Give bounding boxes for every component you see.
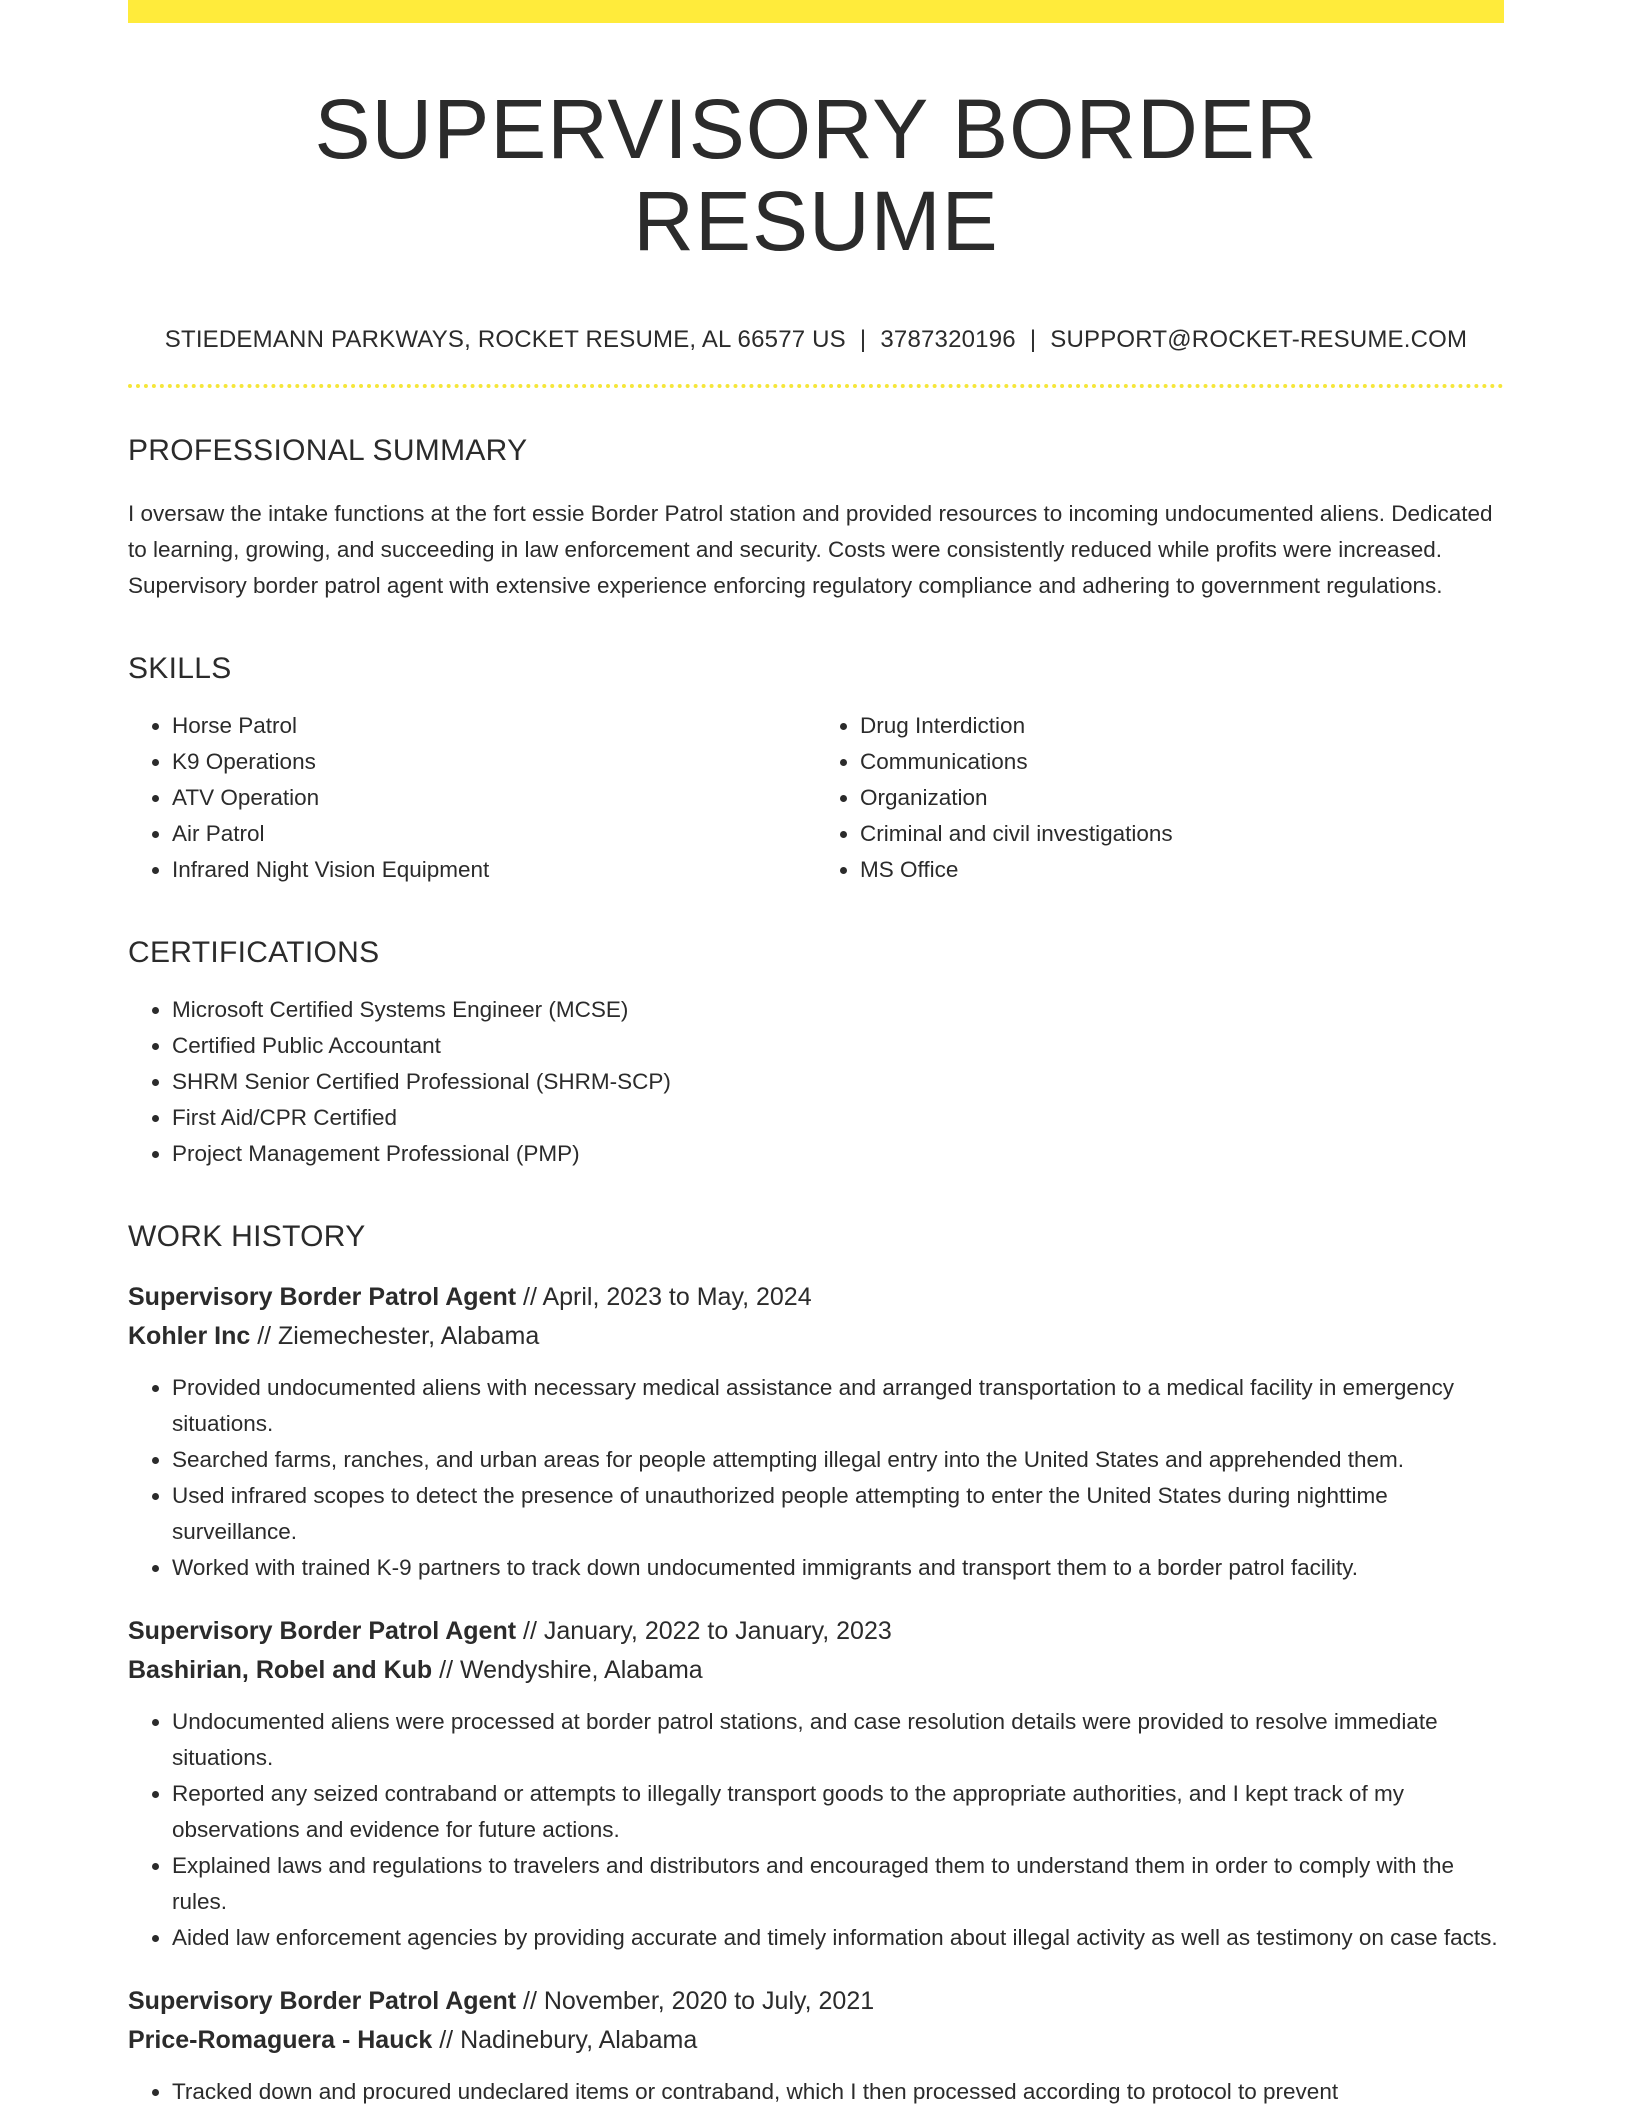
job-dates: // January, 2022 to January, 2023 [516, 1616, 892, 1645]
contact-separator: | [859, 325, 867, 353]
skills-heading: SKILLS [128, 651, 232, 685]
skills-list-left [128, 708, 816, 888]
accent-top-bar [128, 0, 1504, 23]
summary-heading: PROFESSIONAL SUMMARY [128, 433, 528, 467]
work-history-heading: WORK HISTORY [128, 1219, 366, 1253]
job-company: Bashirian, Robel and Kub [128, 1655, 433, 1684]
skills-grid [128, 708, 1504, 888]
job-bullet: • Worked with trained K-9 partners to track down undocumented immigrants and transport them to a border patrol facility. [172, 1550, 1504, 1586]
summary-text: I oversaw the intake functions at the fort essie Border Patrol station and provided resources to incoming undocumented aliens. Dedicated to learning, growing, and succeeding in law enforcement and security. Costs were consistently reduced while profits were increased. Supervisory border patrol agent with extensive experience enforcing regulatory compliance and adhering to government regulations. [128, 500, 1493, 598]
job-bullets [128, 1370, 1504, 1586]
list-item: • Project Management Professional (PMP) [172, 1136, 1504, 1172]
list-item: • Drug Interdiction [860, 708, 1504, 744]
list-item: • Criminal and civil investigations [860, 816, 1504, 852]
certifications-heading: CERTIFICATIONS [128, 935, 380, 969]
job-bullet: • Tracked down and procured undeclared items or contraband, which I then processed according to protocol to prevent [172, 2074, 1504, 2110]
dotted-divider [128, 384, 1504, 388]
certifications-list [128, 992, 1504, 1172]
job-bullet: • Explained laws and regulations to travelers and distributors and encouraged them to understand them in order to comply with the rules. [172, 1848, 1504, 1920]
job-title-line [128, 1982, 1504, 2021]
list-item: • Organization [860, 780, 1504, 816]
list-item: • Infrared Night Vision Equipment [172, 852, 816, 888]
contact-address: STIEDEMANN PARKWAYS, ROCKET RESUME, AL 66577 US [164, 325, 846, 353]
list-item: • K9 Operations [172, 744, 816, 780]
job-company: Price-Romaguera - Hauck [128, 2025, 433, 2054]
skills-list-right [816, 708, 1504, 888]
job-location: // Nadinebury, Alabama [432, 2025, 698, 2054]
resume-page [128, 0, 1504, 2110]
job-entry [128, 1278, 1504, 1586]
job-company: Kohler Inc [128, 1321, 251, 1350]
job-location: // Wendyshire, Alabama [432, 1655, 703, 1684]
job-title: Supervisory Border Patrol Agent [128, 1282, 517, 1311]
job-title: Supervisory Border Patrol Agent [128, 1986, 517, 2015]
contact-phone: 3787320196 [880, 325, 1016, 353]
job-dates: // November, 2020 to July, 2021 [516, 1986, 875, 2015]
job-bullet: • Searched farms, ranches, and urban areas for people attempting illegal entry into the United States and apprehended them. [172, 1442, 1504, 1478]
list-item: • Horse Patrol [172, 708, 816, 744]
list-item: • MS Office [860, 852, 1504, 888]
list-item: • ATV Operation [172, 780, 816, 816]
work-history-list [128, 1278, 1504, 2110]
job-title-line [128, 1278, 1504, 1317]
contact-separator: | [1029, 325, 1037, 353]
job-bullets [128, 1704, 1504, 1956]
job-bullet: • Aided law enforcement agencies by providing accurate and timely information about illegal activity as well as testimony on case facts. [172, 1920, 1504, 1956]
job-bullets [128, 2074, 1504, 2110]
job-location: // Ziemechester, Alabama [250, 1321, 540, 1350]
job-company-line [128, 1651, 1504, 1690]
list-item: • Communications [860, 744, 1504, 780]
contact-email: SUPPORT@ROCKET-RESUME.COM [1050, 325, 1468, 353]
job-company-line [128, 1317, 1504, 1356]
list-item: • SHRM Senior Certified Professional (SHRM-SCP) [172, 1064, 1504, 1100]
job-bullet: • Undocumented aliens were processed at border patrol stations, and case resolution details were provided to resolve immediate situations. [172, 1704, 1504, 1776]
list-item: • Air Patrol [172, 816, 816, 852]
list-item: • Certified Public Accountant [172, 1028, 1504, 1064]
job-title-line [128, 1612, 1504, 1651]
job-entry [128, 1612, 1504, 1956]
resume-title: SUPERVISORY BORDER RESUME [314, 82, 1318, 269]
job-company-line [128, 2021, 1504, 2060]
list-item: • Microsoft Certified Systems Engineer (MCSE) [172, 992, 1504, 1028]
job-bullet: • Used infrared scopes to detect the presence of unauthorized people attempting to enter the United States during nighttime surveillance. [172, 1478, 1504, 1550]
job-bullet: • Provided undocumented aliens with necessary medical assistance and arranged transportation to a medical facility in emergency situations. [172, 1370, 1504, 1442]
job-entry [128, 1982, 1504, 2110]
contact-info [128, 326, 1504, 354]
list-item: • First Aid/CPR Certified [172, 1100, 1504, 1136]
job-bullet: • Reported any seized contraband or attempts to illegally transport goods to the appropriate authorities, and I kept track of my observations and evidence for future actions. [172, 1776, 1504, 1848]
job-title: Supervisory Border Patrol Agent [128, 1616, 517, 1645]
job-dates: // April, 2023 to May, 2024 [516, 1282, 812, 1311]
